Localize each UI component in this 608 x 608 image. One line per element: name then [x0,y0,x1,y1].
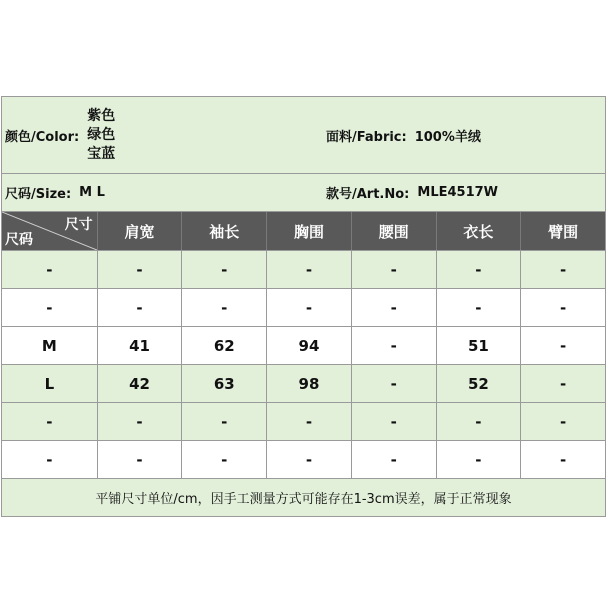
column-header: 肩宽 [97,212,182,250]
artno-value: MLE4517W [417,185,499,200]
table-row [2,250,605,288]
table-cell: - [266,251,351,288]
size-label: 尺码/Size: [5,187,72,202]
table-cell: - [266,403,351,440]
size-value: M L [79,185,105,200]
table-cell: 52 [436,365,521,402]
table-cell: - [351,365,436,402]
fabric-value: 100%羊绒 [414,129,481,145]
corner-label-dimension: 尺寸 [64,217,93,233]
table-row [2,288,605,326]
table-cell: 98 [266,365,351,402]
size-cell: - [46,260,53,279]
table-cell: 94 [266,327,351,364]
table-cell: - [520,403,605,440]
table-cell: - [351,441,436,478]
table-cell: - [351,403,436,440]
column-header: 胸围 [266,212,351,250]
color-cell [2,97,322,173]
color-label: 颜色/Color: [5,129,80,145]
table-cell: - [436,251,521,288]
table-cell: - [97,441,182,478]
table-row [2,440,605,478]
size-cell: - [46,450,53,469]
corner-header-cell [2,212,97,250]
table-cell: - [266,289,351,326]
table-row [2,402,605,440]
table-cell: - [181,251,266,288]
size-chart-sheet [1,96,606,517]
table-cell: 42 [97,365,182,402]
measurement-note: 平铺尺寸单位/cm，因手工测量方式可能存在1-3cm误差，属于正常现象 [2,478,605,516]
size-cell [2,174,322,211]
table-row [2,326,605,364]
table-cell: - [520,441,605,478]
column-header: 衣长 [436,212,521,250]
table-cell: - [520,289,605,326]
table-cell: - [436,441,521,478]
table-cell: - [520,327,605,364]
table-cell: 62 [181,327,266,364]
corner-label-size: 尺码 [5,232,33,248]
table-cell: - [351,251,436,288]
info-row-color-fabric [2,97,605,174]
table-cell: 51 [436,327,521,364]
table-cell: - [266,441,351,478]
table-cell: - [436,289,521,326]
size-cell: - [46,298,53,317]
size-table [2,212,605,478]
table-cell: - [181,289,266,326]
table-row [2,364,605,402]
size-cell: - [46,412,53,431]
table-cell: 63 [181,365,266,402]
table-cell: - [181,403,266,440]
color-item: 紫色 [87,107,116,124]
column-header: 臂围 [520,212,605,250]
table-cell: - [97,403,182,440]
color-list [87,107,115,164]
table-cell: - [97,251,182,288]
artno-cell [322,174,605,211]
size-cell: M [41,336,57,355]
fabric-cell [322,97,605,173]
column-header: 腰围 [351,212,436,250]
table-cell: - [181,441,266,478]
table-header-row [2,212,605,250]
color-item: 绿色 [87,126,116,143]
size-cell: L [44,374,55,393]
table-cell: - [351,327,436,364]
table-cell: - [520,365,605,402]
fabric-label: 面料/Fabric: [326,129,407,145]
column-header: 袖长 [181,212,266,250]
table-cell: 41 [97,327,182,364]
artno-label: 款号/Art.No: [326,187,410,202]
table-cell: - [520,251,605,288]
table-cell: - [351,289,436,326]
table-cell: - [436,403,521,440]
info-row-size-artno [2,174,605,212]
color-item: 宝蓝 [87,145,116,162]
table-cell: - [97,289,182,326]
